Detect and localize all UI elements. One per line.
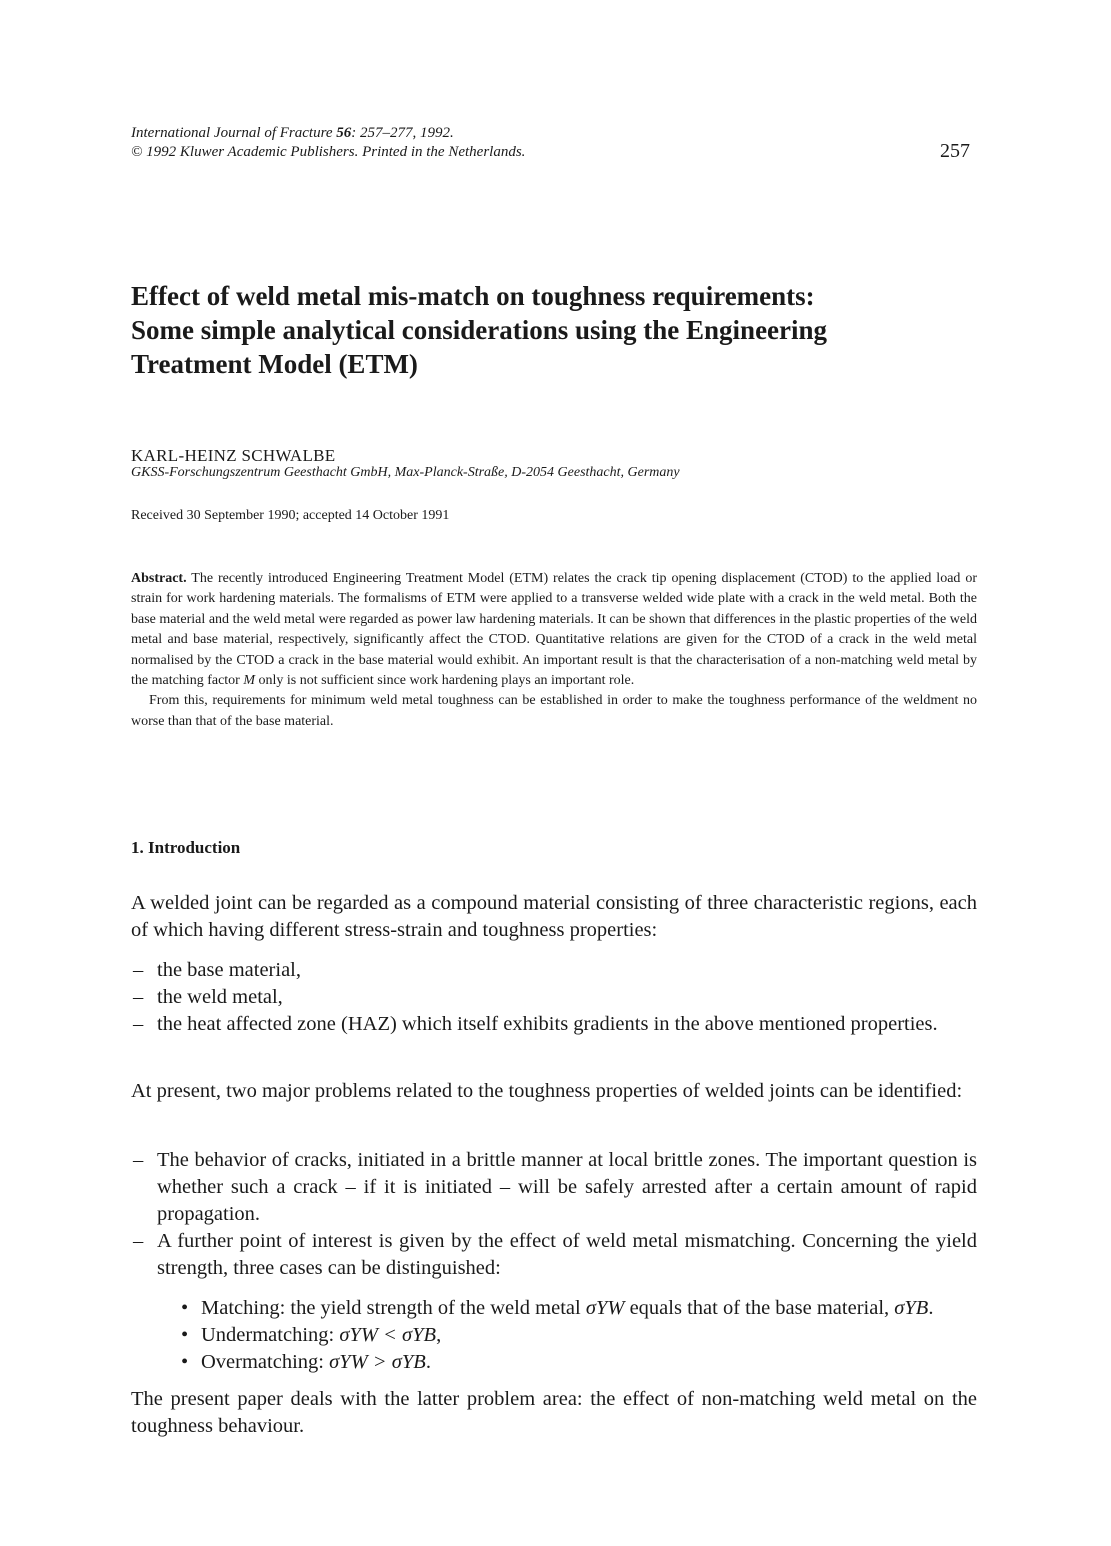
paragraph-text: The present paper deals with the latter problem area: the effect of non-matching weld metal on the toughness behaviour. [131, 1388, 977, 1437]
intro-paragraph [131, 1386, 977, 1440]
math-undermatching: σYW < σYB [339, 1324, 437, 1346]
bullet-end: , [436, 1324, 442, 1346]
dash-marker: – [133, 1230, 144, 1252]
problem-list [131, 1147, 977, 1282]
abstract-paragraph [131, 569, 977, 691]
bullet-text: equals that of the base material, [624, 1297, 895, 1319]
title-line: Effect of weld metal mis-match on toughness requirements: [131, 281, 815, 311]
journal-name: International Journal of Fracture [131, 125, 333, 141]
bullet-item [181, 1349, 1027, 1376]
list-item [131, 984, 977, 1011]
abstract-text: only is not sufficient since work hardening plays an important role. [255, 673, 635, 689]
math-sigma-yw: σYW [585, 1297, 625, 1319]
matching-factor-symbol: M [243, 673, 256, 689]
dash-marker: – [133, 1149, 144, 1171]
bullet-text: Undermatching: [201, 1324, 340, 1346]
list-item [131, 1147, 977, 1228]
paragraph-text: At present, two major problems related to the toughness properties of welded joints can be identified: [131, 1080, 963, 1102]
list-item-text: The behavior of cracks, initiated in a brittle manner at local brittle zones. The important question is whether such a crack – if it is initiated – will be safely arrested after a certain amount of rapid propagation. [157, 1149, 977, 1225]
bullet-text: Matching: the yield strength of the weld metal [201, 1297, 586, 1319]
dash-marker: – [133, 986, 144, 1008]
list-item [131, 1228, 977, 1282]
paper-title [131, 279, 991, 381]
list-item [131, 1011, 977, 1038]
section-heading: 1. Introduction [131, 838, 241, 857]
received-dates: Received 30 September 1990; accepted 14 October 1991 [131, 508, 450, 523]
page-number: 257 [940, 140, 970, 162]
copyright-line: © 1992 Kluwer Academic Publishers. Printed in the Netherlands. [131, 144, 526, 160]
bullet-end: . [425, 1351, 431, 1373]
journal-header [131, 124, 525, 162]
math-overmatching: σYW > σYB [329, 1351, 426, 1373]
author-name: KARL-HEINZ SCHWALBE [131, 446, 336, 465]
journal-pages: : 257–277, 1992. [351, 125, 454, 141]
abstract [131, 569, 977, 732]
title-line: Some simple analytical considerations using the Engineering [131, 315, 828, 345]
intro-paragraph [131, 1078, 977, 1105]
abstract-text: The recently introduced Engineering Treatment Model (ETM) relates the crack tip opening displacement (CTOD) to the applied load or strain for work hardening materials. The formalisms of ETM were applied to a transverse welded wide plate with a crack in the weld metal. Both the base material and the weld metal were regarded as power law hardening materials. It can be shown that differences in the plastic properties of the weld metal and base material, respectively, significantly affect the CTOD. Quantitative relations are given for the CTOD of a crack in the weld metal normalised by the CTOD a crack in the base material would exhibit. An important result is that the characterisation of a non-matching weld metal by the matching factor [131, 571, 977, 689]
bullet-marker: • [181, 1324, 189, 1346]
region-list [131, 957, 977, 1038]
bullet-end: . [928, 1297, 934, 1319]
abstract-paragraph: From this, requirements for minimum weld metal toughness can be established in order to make the toughness performance of the weldment no worse than that of the base material. [131, 693, 977, 729]
list-item-text: the base material, [157, 959, 302, 981]
bullet-marker: • [181, 1297, 189, 1319]
title-line: Treatment Model (ETM) [131, 349, 418, 379]
list-item-text: A further point of interest is given by the effect of weld metal mismatching. Concerning the yield strength, three cases can be distinguished: [157, 1230, 977, 1279]
bullet-item [181, 1322, 1027, 1349]
list-item [131, 957, 977, 984]
dash-marker: – [133, 959, 144, 981]
list-item-text: the weld metal, [157, 986, 283, 1008]
journal-volume: 56 [336, 125, 352, 141]
journal-citation [131, 124, 525, 143]
paragraph-text: A welded joint can be regarded as a compound material consisting of three characteristic regions, each of which having different stress-strain and toughness properties: [131, 892, 977, 941]
abstract-label: Abstract. [131, 571, 187, 586]
bullet-text: Overmatching: [201, 1351, 330, 1373]
matching-cases-list [131, 1295, 1027, 1376]
dash-marker: – [133, 1013, 144, 1035]
intro-paragraph [131, 890, 977, 944]
bullet-marker: • [181, 1351, 189, 1373]
author-affiliation: GKSS-Forschungszentrum Geesthacht GmbH, Max-Planck-Straße, D-2054 Geesthacht, Germany [131, 465, 680, 480]
bullet-item [181, 1295, 1027, 1322]
math-sigma-yb: σYB [894, 1297, 929, 1319]
list-item-text: the heat affected zone (HAZ) which itself exhibits gradients in the above mentioned properties. [157, 1013, 938, 1035]
